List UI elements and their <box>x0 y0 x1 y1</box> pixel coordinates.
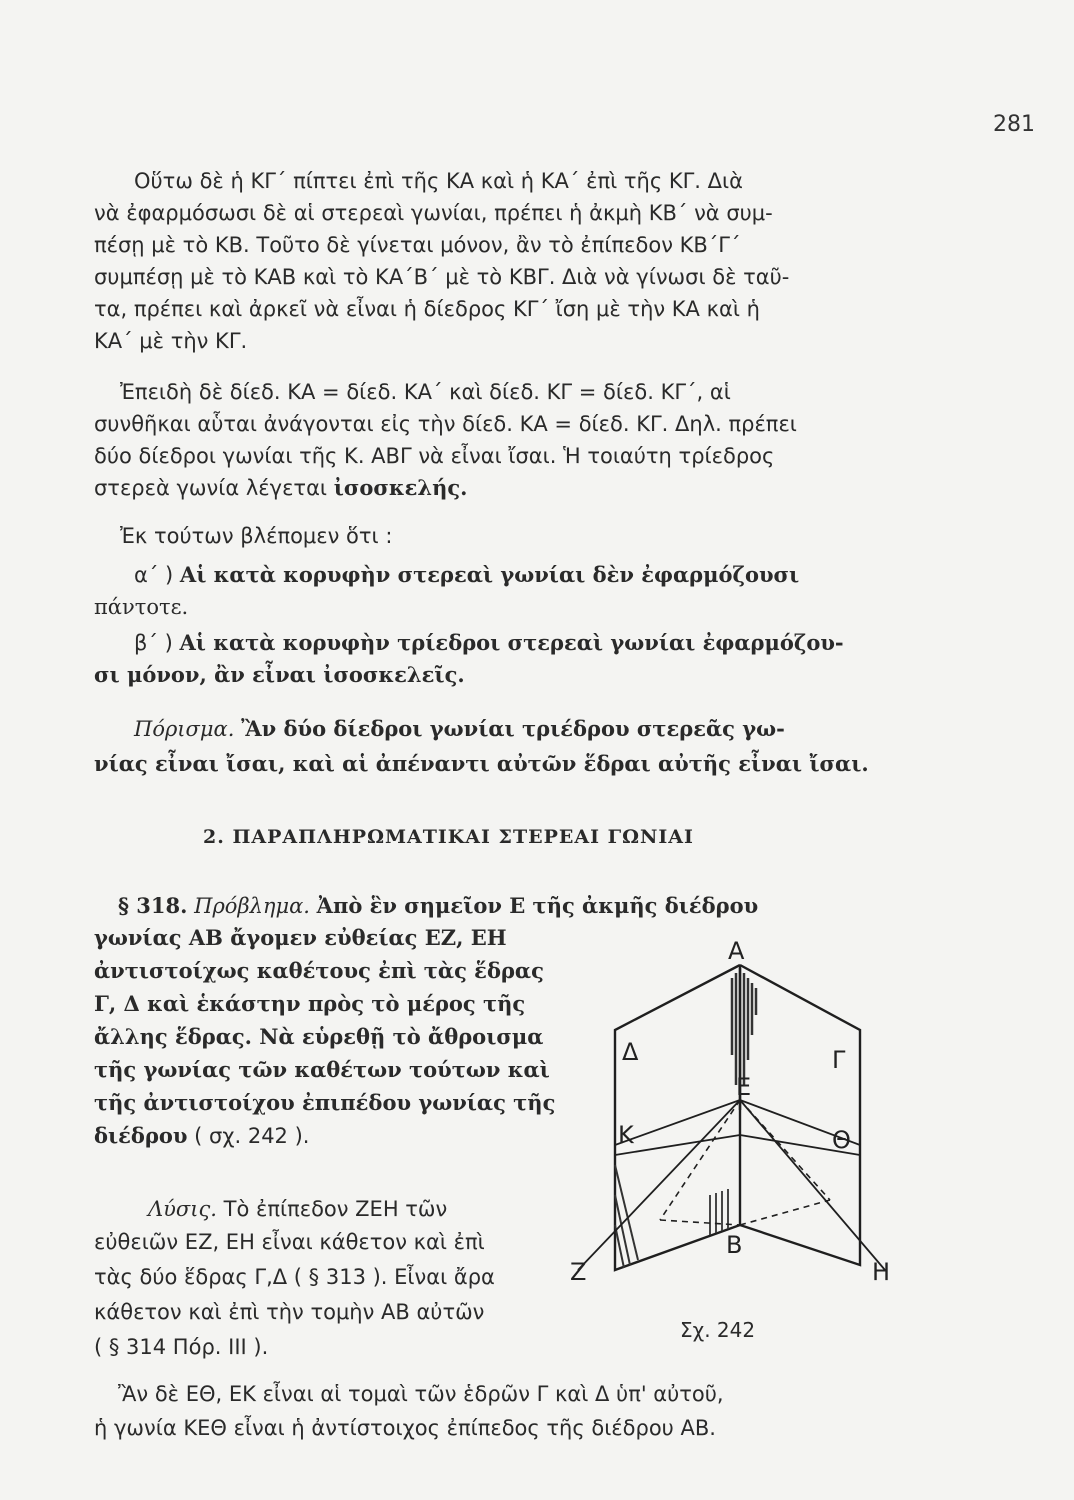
label-E: Ε <box>736 1073 752 1101</box>
problem-line <box>94 1120 309 1152</box>
solution-text: Τὸ ἐπίπεδον ΖΕΗ τῶν <box>223 1197 448 1221</box>
problem-line: γωνίας ΑΒ ἄγομεν εὐθείας ΕΖ, ΕΗ <box>94 925 507 950</box>
text-line: δύο δίεδροι γωνίαι τῆς Κ. ΑΒΓ νὰ εἶναι ἴσαι. Ἡ τοιαύτη τρίεδρος <box>94 444 775 468</box>
porisma-label: Πόρισμα. <box>134 717 235 741</box>
text-line: ΚΑ΄ μὲ τὴν ΚΓ. <box>94 329 248 353</box>
item-a-line-2: πάντοτε. <box>94 595 189 619</box>
item-text: Αἱ κατὰ κορυφὴν τρίεδροι στερεαὶ γωνίαι ἐφαρμόζου- <box>179 630 844 655</box>
problem-line: τῆς γωνίας τῶν καθέτων τούτων καὶ <box>94 1057 550 1082</box>
text-line: νὰ ἐφαρμόσωσι δὲ αἱ στερεαὶ γωνίαι, πρέπει ἡ ἀκμὴ ΚΒ΄ νὰ συμ- <box>94 201 773 225</box>
figure-caption: Σχ. 242 <box>680 1318 756 1342</box>
text-line <box>94 472 467 504</box>
label-Z: Ζ <box>570 1258 587 1286</box>
item-a-line-1 <box>134 559 799 591</box>
problem-line: ἄλλης ἕδρας. Νὰ εὑρεθῇ τὸ ἄθροισμα <box>94 1024 544 1049</box>
term-isoskeles: ἰσοσκελής. <box>333 475 468 500</box>
text-line: πέσῃ μὲ τὸ ΚΒ. Τοῦτο δὲ γίνεται μόνον, ἂν τὸ ἐπίπεδον ΚΒ΄Γ΄ <box>94 233 741 257</box>
solution-line: εὐθειῶν ΕΖ, ΕΗ εἶναι κάθετον καὶ ἐπὶ <box>94 1230 485 1254</box>
porisma-line-1 <box>134 713 785 745</box>
solution-line: ( § 314 Πόρ. ΙΙΙ ). <box>94 1335 269 1359</box>
porisma-text: Ἂν δύο δίεδροι γωνίαι τριέδρου στερεᾶς γω- <box>241 716 785 741</box>
left-hatching <box>615 1165 638 1268</box>
label-A: Α <box>728 937 745 965</box>
problem-line: ἀντιστοίχως καθέτους ἐπὶ τὰς ἕδρας <box>94 958 544 983</box>
figure-242 <box>560 935 890 1315</box>
solution-label: Λύσις. <box>148 1197 217 1221</box>
solution-line: κάθετον καὶ ἐπὶ τὴν τομὴν ΑΒ αὐτῶν <box>94 1300 485 1324</box>
label-K: Κ <box>618 1121 634 1149</box>
item-marker: β΄ ) <box>134 631 173 655</box>
solution-line: τὰς δύο ἕδρας Γ,Δ ( § 313 ). Εἶναι ἄρα <box>94 1265 495 1289</box>
problem-line-1 <box>118 890 758 922</box>
section-heading: 2. ΠΑΡΑΠΛΗΡΩΜΑΤΙΚΑΙ ΣΤΕΡΕΑΙ ΓΩΝΙΑΙ <box>203 826 694 848</box>
text-line: συνθῆκαι αὗται ἀνάγονται εἰς τὴν δίεδ. ΚΑ = δίεδ. ΚΓ. Δηλ. πρέπει <box>94 412 797 436</box>
problem-text: διέδρου <box>94 1123 188 1148</box>
text-line: συμπέσῃ μὲ τὸ ΚΑΒ καὶ τὸ ΚΑ΄Β΄ μὲ τὸ ΚΒΓ. Διὰ νὰ γίνωσι δὲ ταῦ- <box>94 265 790 289</box>
figure-reference: ( σχ. 242 ). <box>187 1124 310 1148</box>
text-line: τα, πρέπει καὶ ἀρκεῖ νὰ εἶναι ἡ δίεδρος ΚΓ΄ ἴση μὲ τὴν ΚΑ καὶ ἡ <box>94 297 760 321</box>
label-Gamma: Γ <box>832 1046 846 1074</box>
bottom-hatching <box>710 1189 728 1235</box>
page-number: 281 <box>993 112 1035 137</box>
solution-line-1 <box>148 1193 447 1225</box>
item-text: Αἱ κατὰ κορυφὴν στερεαὶ γωνίαι δὲν ἐφαρμόζουσι <box>179 562 800 587</box>
item-b-line-2: σι μόνον, ἂν εἶναι ἰσοσκελεῖς. <box>94 662 465 687</box>
label-Delta: Δ <box>622 1038 639 1066</box>
problem-line: τῆς ἀντιστοίχου ἐπιπέδου γωνίας τῆς <box>94 1090 556 1115</box>
label-H: Η <box>872 1258 890 1286</box>
section-number: § 318. <box>118 893 188 918</box>
item-marker: α΄ ) <box>134 563 174 587</box>
problem-text: Ἀπὸ ἓν σημεῖον Ε τῆς ἀκμῆς διέδρου <box>316 893 759 918</box>
porisma-line-2: νίας εἶναι ἴσαι, καὶ αἱ ἀπέναντι αὐτῶν ἕδραι αὐτῆς εἶναι ἴσαι. <box>94 751 869 776</box>
final-line-1: Ἂν δὲ ΕΘ, ΕΚ εἶναι αἱ τομαὶ τῶν ἑδρῶν Γ καὶ Δ ὑπ' αὐτοῦ, <box>118 1382 724 1406</box>
final-line-2: ἡ γωνία ΚΕΘ εἶναι ἡ ἀντίστοιχος ἐπίπεδος τῆς διέδρου ΑΒ. <box>94 1416 716 1440</box>
problem-line: Γ, Δ καὶ ἑκάστην πρὸς τὸ μέρος τῆς <box>94 991 526 1016</box>
label-B: Β <box>726 1231 743 1259</box>
item-b-line-1 <box>134 627 844 659</box>
paragraph-3: Ἐκ τούτων βλέπομεν ὅτι : <box>120 524 393 548</box>
label-Theta: Θ <box>832 1126 851 1154</box>
text-line: Οὕτω δὲ ἡ ΚΓ΄ πίπτει ἐπὶ τῆς ΚΑ καὶ ἡ ΚΑ΄ ἐπὶ τῆς ΚΓ. Διὰ <box>134 169 743 193</box>
text-line: Ἐπειδὴ δὲ δίεδ. ΚΑ = δίεδ. ΚΑ΄ καὶ δίεδ. ΚΓ = δίεδ. ΚΓ΄, αἱ <box>120 380 731 404</box>
text-span: στερεὰ γωνία λέγεται <box>94 476 334 500</box>
problem-label: Πρόβλημα. <box>194 894 310 918</box>
